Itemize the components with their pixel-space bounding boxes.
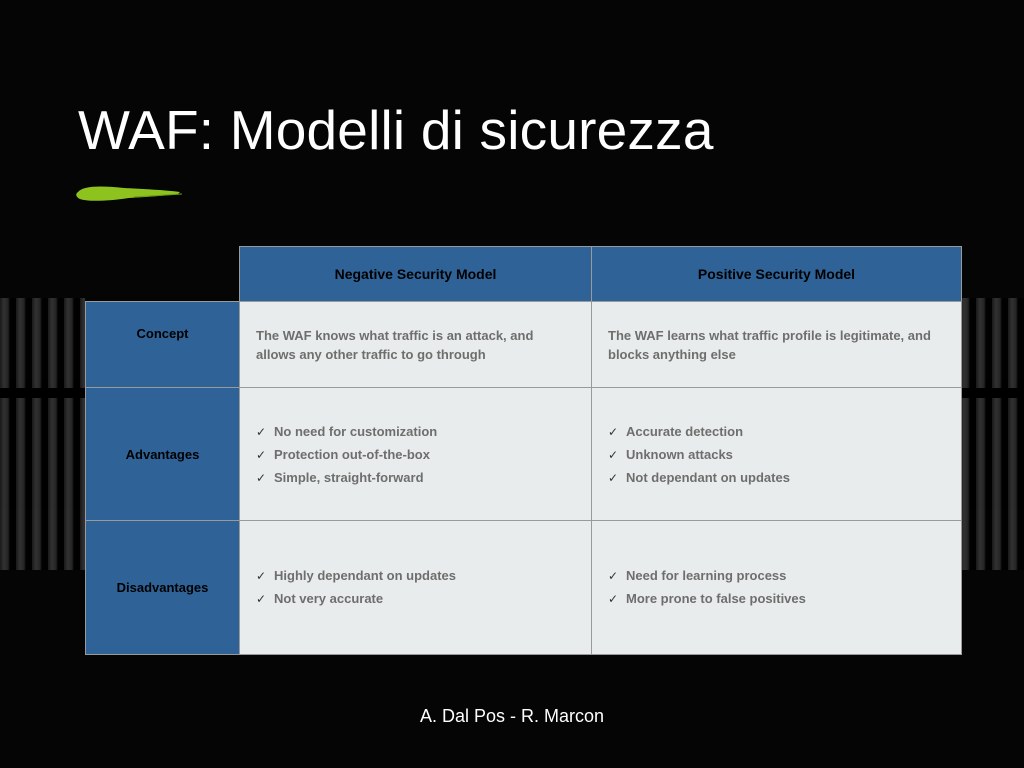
checkmark-icon: ✓ [608,425,619,439]
row-header-disadvantages: Disadvantages [86,521,240,655]
checkmark-icon: ✓ [256,592,267,606]
list-item: ✓ Accurate detection [608,422,945,442]
list-item: ✓ Unknown attacks [608,445,945,465]
checkmark-icon: ✓ [256,425,267,439]
checkmark-icon: ✓ [608,471,619,485]
table-row-disadvantages [86,521,962,655]
checkmark-icon: ✓ [608,592,619,606]
list-item: ✓ Not dependant on updates [608,468,945,488]
list-item: ✓ Not very accurate [256,589,575,609]
column-header-negative: Negative Security Model [240,247,592,302]
table-row-advantages [86,388,962,521]
checkmark-icon: ✓ [608,569,619,583]
concept-negative: The WAF knows what traffic is an attack, and allows any other traffic to go through [240,302,592,388]
security-models-table [85,246,962,655]
advantages-negative [240,388,592,521]
list-item: ✓ Protection out-of-the-box [256,445,575,465]
row-header-advantages: Advantages [86,388,240,521]
disadvantages-negative [240,521,592,655]
checkmark-icon: ✓ [256,471,267,485]
column-header-positive: Positive Security Model [592,247,962,302]
checkmark-icon: ✓ [608,448,619,462]
table-row-concept [86,302,962,388]
list-item: ✓ No need for customization [256,422,575,442]
disadvantages-positive [592,521,962,655]
checkmark-icon: ✓ [256,448,267,462]
list-item: ✓ Need for learning process [608,566,945,586]
row-header-concept: Concept [86,302,240,388]
table-corner [86,247,240,302]
decorative-stripes-right [960,298,1024,570]
table-header-row [86,247,962,302]
checkmark-icon: ✓ [256,569,267,583]
slide-footer-authors: A. Dal Pos - R. Marcon [419,706,605,726]
concept-positive: The WAF learns what traffic profile is legitimate, and blocks anything else [592,302,962,388]
slide-title: WAF: Modelli di sicurezza [78,99,714,161]
list-item: ✓ Highly dependant on updates [256,566,575,586]
list-item: ✓ More prone to false positives [608,589,945,609]
list-item: ✓ Simple, straight-forward [256,468,575,488]
advantages-positive [592,388,962,521]
brush-stroke-accent [74,182,184,206]
decorative-stripes-left [0,298,85,570]
